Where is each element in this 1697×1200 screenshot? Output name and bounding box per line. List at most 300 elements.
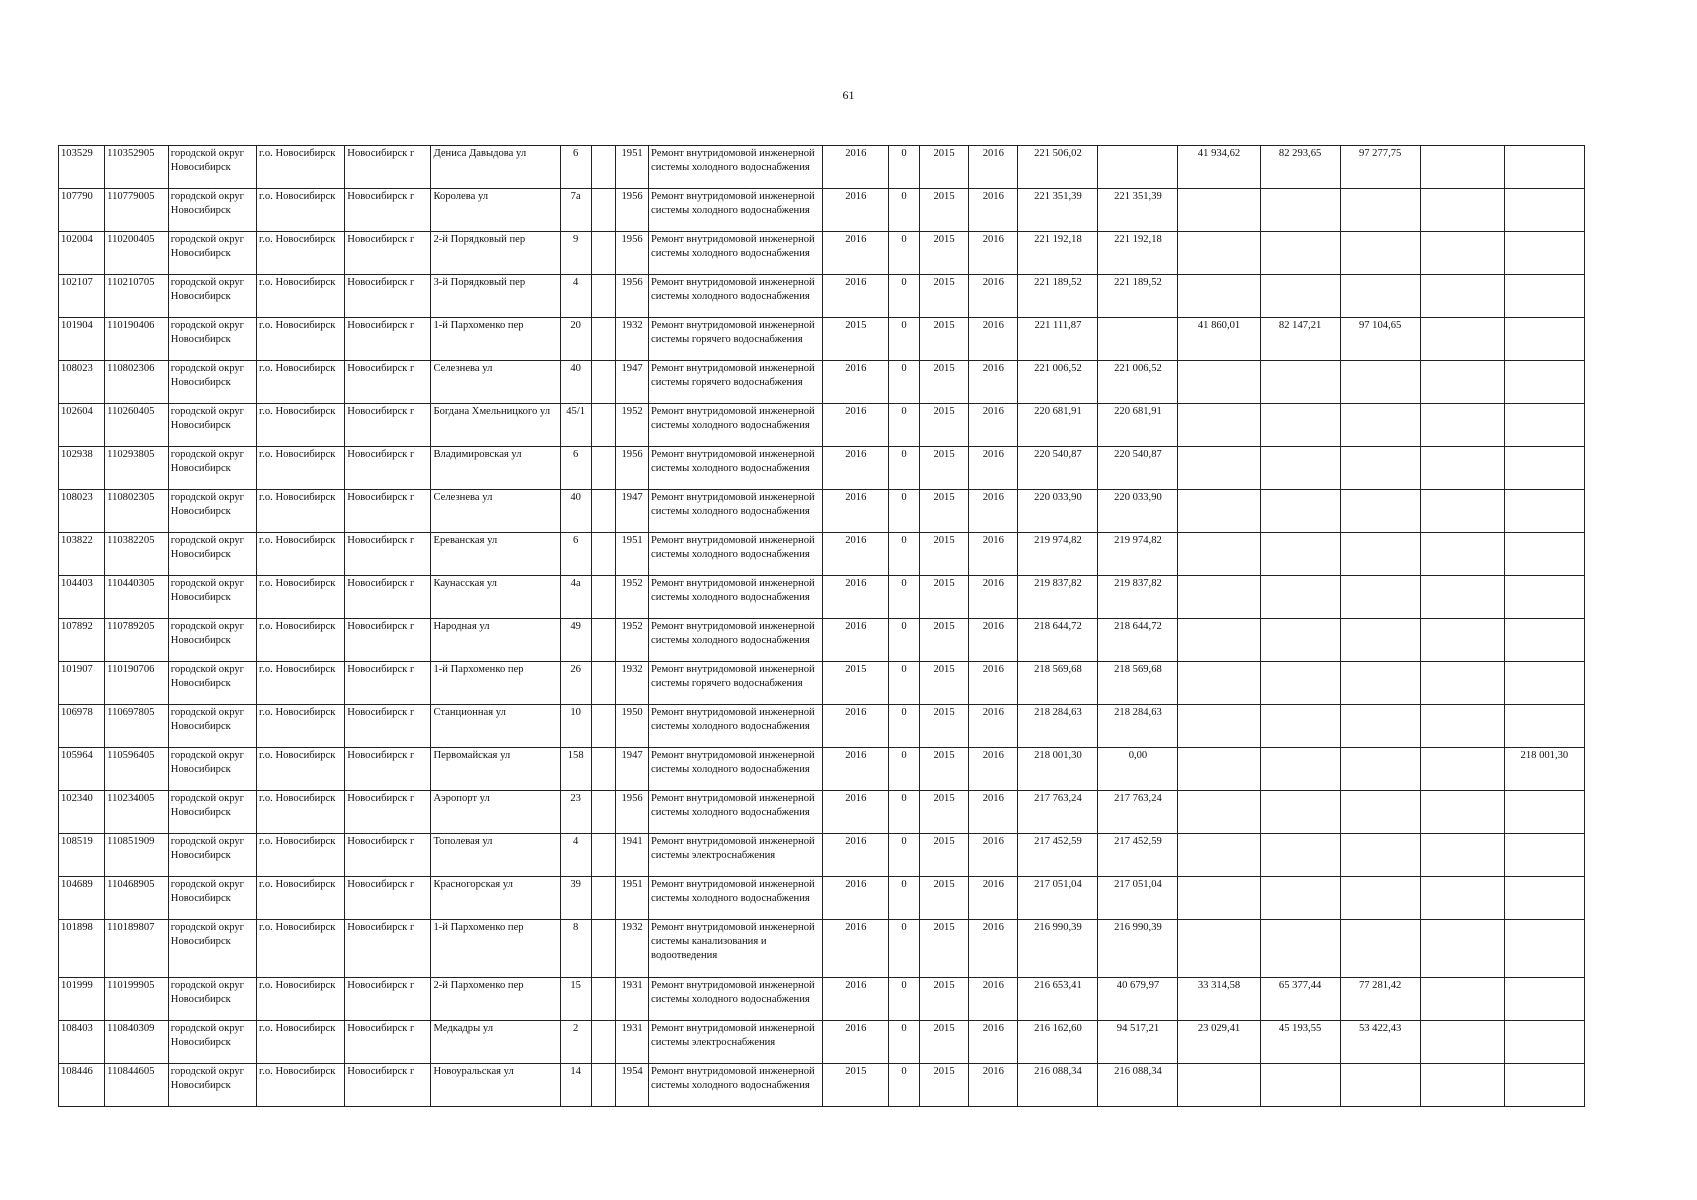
cell-fund-amount: 220 540,87 [1098, 447, 1178, 490]
cell-municipal-district: городской округ Новосибирск [168, 705, 256, 748]
cell-period-end: 2016 [969, 1064, 1018, 1107]
table-row [59, 361, 1585, 404]
cell-period-end: 2016 [969, 748, 1018, 791]
cell-municipal-district: городской округ Новосибирск [168, 748, 256, 791]
cell-budget-amount-4 [1420, 576, 1504, 619]
cell-budget-amount-3 [1340, 791, 1420, 834]
cell-house-number: 14 [560, 1064, 591, 1107]
cell-municipality: г.о. Новосибирск [257, 619, 345, 662]
cell-record-code: 110190406 [105, 318, 169, 361]
table-row [59, 490, 1585, 533]
cell-municipal-district: городской округ Новосибирск [168, 662, 256, 705]
cell-settlement: Новосибирск г [345, 662, 431, 705]
cell-budget-amount-3 [1340, 404, 1420, 447]
cell-owners-amount [1504, 834, 1584, 877]
cell-work-type: Ремонт внутридомовой инженерной системы холодного водоснабжения [649, 705, 823, 748]
cell-building [591, 533, 616, 576]
cell-object-id: 103822 [59, 533, 105, 576]
cell-period-end: 2016 [969, 576, 1018, 619]
cell-period-end: 2016 [969, 791, 1018, 834]
cell-building [591, 978, 616, 1021]
cell-total-cost: 220 033,90 [1018, 490, 1098, 533]
cell-work-type: Ремонт внутридомовой инженерной системы холодного водоснабжения [649, 146, 823, 189]
cell-record-code: 110260405 [105, 404, 169, 447]
cell-total-cost: 217 051,04 [1018, 877, 1098, 920]
cell-object-id: 102604 [59, 404, 105, 447]
cell-budget-amount-1 [1178, 361, 1260, 404]
cell-value-zero: 0 [889, 877, 920, 920]
cell-value-zero: 0 [889, 662, 920, 705]
cell-period-end: 2016 [969, 361, 1018, 404]
cell-period-end: 2016 [969, 232, 1018, 275]
cell-street: Владимировская ул [431, 447, 560, 490]
cell-total-cost: 219 974,82 [1018, 533, 1098, 576]
cell-budget-amount-3 [1340, 619, 1420, 662]
cell-municipality: г.о. Новосибирск [257, 1021, 345, 1064]
cell-building [591, 146, 616, 189]
cell-owners-amount [1504, 705, 1584, 748]
cell-municipal-district: городской округ Новосибирск [168, 576, 256, 619]
cell-street: Первомайская ул [431, 748, 560, 791]
cell-budget-amount-1 [1178, 533, 1260, 576]
cell-settlement: Новосибирск г [345, 748, 431, 791]
cell-year-built: 1956 [616, 791, 649, 834]
cell-building [591, 877, 616, 920]
cell-fund-amount: 40 679,97 [1098, 978, 1178, 1021]
cell-plan-year: 2016 [823, 490, 889, 533]
cell-owners-amount [1504, 318, 1584, 361]
cell-plan-year: 2016 [823, 791, 889, 834]
cell-period-end: 2016 [969, 705, 1018, 748]
cell-street: 1-й Пархоменко пер [431, 318, 560, 361]
cell-building [591, 490, 616, 533]
cell-settlement: Новосибирск г [345, 1064, 431, 1107]
cell-owners-amount: 218 001,30 [1504, 748, 1584, 791]
cell-period-start: 2015 [919, 447, 968, 490]
cell-budget-amount-2 [1260, 490, 1340, 533]
cell-owners-amount [1504, 490, 1584, 533]
cell-budget-amount-4 [1420, 834, 1504, 877]
cell-fund-amount: 221 192,18 [1098, 232, 1178, 275]
cell-year-built: 1932 [616, 662, 649, 705]
table-row [59, 576, 1585, 619]
cell-object-id: 106978 [59, 705, 105, 748]
cell-building [591, 705, 616, 748]
cell-street: 1-й Пархоменко пер [431, 920, 560, 978]
cell-year-built: 1952 [616, 619, 649, 662]
cell-budget-amount-4 [1420, 146, 1504, 189]
cell-object-id: 104403 [59, 576, 105, 619]
cell-value-zero: 0 [889, 404, 920, 447]
cell-plan-year: 2015 [823, 318, 889, 361]
cell-municipal-district: городской округ Новосибирск [168, 490, 256, 533]
cell-house-number: 6 [560, 447, 591, 490]
cell-budget-amount-1 [1178, 748, 1260, 791]
cell-year-built: 1952 [616, 576, 649, 619]
table-row [59, 275, 1585, 318]
cell-record-code: 110802305 [105, 490, 169, 533]
cell-budget-amount-1 [1178, 877, 1260, 920]
cell-municipal-district: городской округ Новосибирск [168, 1064, 256, 1107]
cell-record-code: 110697805 [105, 705, 169, 748]
cell-building [591, 662, 616, 705]
cell-street: Ереванская ул [431, 533, 560, 576]
cell-budget-amount-4 [1420, 189, 1504, 232]
cell-budget-amount-3 [1340, 877, 1420, 920]
cell-object-id: 101999 [59, 978, 105, 1021]
cell-fund-amount: 217 452,59 [1098, 834, 1178, 877]
cell-building [591, 748, 616, 791]
cell-municipal-district: городской округ Новосибирск [168, 1021, 256, 1064]
cell-municipality: г.о. Новосибирск [257, 146, 345, 189]
cell-work-type: Ремонт внутридомовой инженерной системы холодного водоснабжения [649, 275, 823, 318]
cell-period-start: 2015 [919, 318, 968, 361]
cell-building [591, 275, 616, 318]
cell-period-start: 2015 [919, 275, 968, 318]
cell-settlement: Новосибирск г [345, 877, 431, 920]
cell-value-zero: 0 [889, 232, 920, 275]
cell-year-built: 1952 [616, 404, 649, 447]
cell-work-type: Ремонт внутридомовой инженерной системы горячего водоснабжения [649, 361, 823, 404]
cell-period-start: 2015 [919, 619, 968, 662]
cell-budget-amount-3 [1340, 834, 1420, 877]
cell-budget-amount-2 [1260, 361, 1340, 404]
cell-owners-amount [1504, 920, 1584, 978]
cell-owners-amount [1504, 1064, 1584, 1107]
cell-municipality: г.о. Новосибирск [257, 490, 345, 533]
cell-municipal-district: городской округ Новосибирск [168, 275, 256, 318]
cell-fund-amount: 220 681,91 [1098, 404, 1178, 447]
cell-budget-amount-2 [1260, 1064, 1340, 1107]
cell-house-number: 7а [560, 189, 591, 232]
cell-record-code: 110234005 [105, 791, 169, 834]
cell-budget-amount-4 [1420, 318, 1504, 361]
cell-municipal-district: городской округ Новосибирск [168, 834, 256, 877]
cell-plan-year: 2016 [823, 447, 889, 490]
cell-house-number: 23 [560, 791, 591, 834]
cell-building [591, 447, 616, 490]
cell-budget-amount-1: 41 860,01 [1178, 318, 1260, 361]
cell-work-type: Ремонт внутридомовой инженерной системы холодного водоснабжения [649, 877, 823, 920]
cell-street: 3-й Порядковый пер [431, 275, 560, 318]
cell-house-number: 158 [560, 748, 591, 791]
cell-total-cost: 221 192,18 [1018, 232, 1098, 275]
cell-period-end: 2016 [969, 834, 1018, 877]
cell-budget-amount-3: 53 422,43 [1340, 1021, 1420, 1064]
cell-municipality: г.о. Новосибирск [257, 877, 345, 920]
cell-street: 1-й Пархоменко пер [431, 662, 560, 705]
cell-budget-amount-4 [1420, 1064, 1504, 1107]
cell-year-built: 1941 [616, 834, 649, 877]
cell-municipal-district: городской округ Новосибирск [168, 447, 256, 490]
table-row [59, 619, 1585, 662]
cell-period-end: 2016 [969, 447, 1018, 490]
cell-value-zero: 0 [889, 1064, 920, 1107]
cell-plan-year: 2016 [823, 404, 889, 447]
cell-budget-amount-2 [1260, 834, 1340, 877]
cell-street: Селезнева ул [431, 490, 560, 533]
cell-object-id: 102340 [59, 791, 105, 834]
cell-year-built: 1951 [616, 146, 649, 189]
cell-plan-year: 2016 [823, 576, 889, 619]
cell-house-number: 2 [560, 1021, 591, 1064]
cell-house-number: 4 [560, 834, 591, 877]
cell-owners-amount [1504, 1021, 1584, 1064]
cell-street: Королева ул [431, 189, 560, 232]
cell-work-type: Ремонт внутридомовой инженерной системы холодного водоснабжения [649, 1064, 823, 1107]
cell-record-code: 110779005 [105, 189, 169, 232]
cell-value-zero: 0 [889, 318, 920, 361]
cell-total-cost: 221 111,87 [1018, 318, 1098, 361]
cell-value-zero: 0 [889, 275, 920, 318]
cell-plan-year: 2016 [823, 146, 889, 189]
cell-period-end: 2016 [969, 662, 1018, 705]
cell-period-start: 2015 [919, 834, 968, 877]
cell-plan-year: 2016 [823, 748, 889, 791]
cell-fund-amount: 221 189,52 [1098, 275, 1178, 318]
cell-value-zero: 0 [889, 748, 920, 791]
cell-fund-amount: 0,00 [1098, 748, 1178, 791]
cell-building [591, 318, 616, 361]
cell-period-end: 2016 [969, 877, 1018, 920]
cell-budget-amount-4 [1420, 662, 1504, 705]
cell-plan-year: 2015 [823, 662, 889, 705]
cell-work-type: Ремонт внутридомовой инженерной системы холодного водоснабжения [649, 232, 823, 275]
cell-house-number: 8 [560, 920, 591, 978]
cell-house-number: 6 [560, 533, 591, 576]
cell-house-number: 45/1 [560, 404, 591, 447]
cell-budget-amount-4 [1420, 748, 1504, 791]
cell-period-start: 2015 [919, 877, 968, 920]
cell-municipal-district: городской округ Новосибирск [168, 404, 256, 447]
table-row [59, 662, 1585, 705]
cell-budget-amount-4 [1420, 447, 1504, 490]
cell-budget-amount-1 [1178, 447, 1260, 490]
cell-municipal-district: городской округ Новосибирск [168, 978, 256, 1021]
cell-budget-amount-4 [1420, 404, 1504, 447]
cell-budget-amount-3 [1340, 361, 1420, 404]
cell-house-number: 49 [560, 619, 591, 662]
cell-budget-amount-1 [1178, 705, 1260, 748]
cell-value-zero: 0 [889, 705, 920, 748]
cell-fund-amount: 219 837,82 [1098, 576, 1178, 619]
cell-owners-amount [1504, 978, 1584, 1021]
cell-record-code: 110210705 [105, 275, 169, 318]
cell-year-built: 1956 [616, 275, 649, 318]
cell-budget-amount-1 [1178, 619, 1260, 662]
cell-record-code: 110293805 [105, 447, 169, 490]
cell-fund-amount: 221 351,39 [1098, 189, 1178, 232]
cell-owners-amount [1504, 232, 1584, 275]
cell-total-cost: 216 990,39 [1018, 920, 1098, 978]
cell-record-code: 110382205 [105, 533, 169, 576]
cell-period-end: 2016 [969, 189, 1018, 232]
cell-budget-amount-4 [1420, 361, 1504, 404]
cell-plan-year: 2015 [823, 1064, 889, 1107]
cell-house-number: 40 [560, 361, 591, 404]
cell-fund-amount: 220 033,90 [1098, 490, 1178, 533]
cell-municipal-district: городской округ Новосибирск [168, 146, 256, 189]
cell-value-zero: 0 [889, 146, 920, 189]
cell-house-number: 9 [560, 232, 591, 275]
cell-year-built: 1931 [616, 1021, 649, 1064]
cell-work-type: Ремонт внутридомовой инженерной системы холодного водоснабжения [649, 189, 823, 232]
cell-settlement: Новосибирск г [345, 318, 431, 361]
cell-year-built: 1950 [616, 705, 649, 748]
table-row [59, 318, 1585, 361]
cell-total-cost: 220 540,87 [1018, 447, 1098, 490]
cell-work-type: Ремонт внутридомовой инженерной системы холодного водоснабжения [649, 490, 823, 533]
cell-municipality: г.о. Новосибирск [257, 404, 345, 447]
cell-period-start: 2015 [919, 1064, 968, 1107]
cell-value-zero: 0 [889, 834, 920, 877]
cell-municipality: г.о. Новосибирск [257, 576, 345, 619]
table-row [59, 404, 1585, 447]
cell-total-cost: 219 837,82 [1018, 576, 1098, 619]
cell-value-zero: 0 [889, 619, 920, 662]
cell-record-code: 110840309 [105, 1021, 169, 1064]
cell-work-type: Ремонт внутридомовой инженерной системы холодного водоснабжения [649, 576, 823, 619]
cell-budget-amount-4 [1420, 877, 1504, 920]
cell-settlement: Новосибирск г [345, 1021, 431, 1064]
cell-object-id: 102938 [59, 447, 105, 490]
cell-record-code: 110596405 [105, 748, 169, 791]
cell-budget-amount-1 [1178, 576, 1260, 619]
cell-value-zero: 0 [889, 189, 920, 232]
cell-owners-amount [1504, 576, 1584, 619]
cell-year-built: 1956 [616, 447, 649, 490]
cell-budget-amount-2 [1260, 705, 1340, 748]
cell-work-type: Ремонт внутридомовой инженерной системы электроснабжения [649, 834, 823, 877]
cell-value-zero: 0 [889, 533, 920, 576]
cell-municipality: г.о. Новосибирск [257, 748, 345, 791]
cell-period-start: 2015 [919, 978, 968, 1021]
cell-municipal-district: городской округ Новосибирск [168, 318, 256, 361]
cell-value-zero: 0 [889, 447, 920, 490]
cell-record-code: 110802306 [105, 361, 169, 404]
cell-settlement: Новосибирск г [345, 978, 431, 1021]
cell-street: Станционная ул [431, 705, 560, 748]
cell-budget-amount-4 [1420, 275, 1504, 318]
cell-budget-amount-3 [1340, 748, 1420, 791]
cell-record-code: 110789205 [105, 619, 169, 662]
cell-total-cost: 216 162,60 [1018, 1021, 1098, 1064]
cell-budget-amount-2: 65 377,44 [1260, 978, 1340, 1021]
cell-settlement: Новосибирск г [345, 404, 431, 447]
cell-owners-amount [1504, 662, 1584, 705]
table-row [59, 834, 1585, 877]
cell-plan-year: 2016 [823, 232, 889, 275]
cell-budget-amount-1 [1178, 490, 1260, 533]
cell-municipal-district: городской округ Новосибирск [168, 533, 256, 576]
cell-budget-amount-1 [1178, 662, 1260, 705]
cell-budget-amount-2 [1260, 920, 1340, 978]
cell-budget-amount-4 [1420, 920, 1504, 978]
cell-record-code: 110189807 [105, 920, 169, 978]
cell-year-built: 1956 [616, 232, 649, 275]
cell-municipality: г.о. Новосибирск [257, 189, 345, 232]
cell-budget-amount-2 [1260, 404, 1340, 447]
cell-budget-amount-2 [1260, 877, 1340, 920]
cell-period-end: 2016 [969, 146, 1018, 189]
cell-building [591, 791, 616, 834]
cell-record-code: 110199905 [105, 978, 169, 1021]
cell-municipality: г.о. Новосибирск [257, 705, 345, 748]
cell-street: Новоуральская ул [431, 1064, 560, 1107]
cell-municipality: г.о. Новосибирск [257, 232, 345, 275]
cell-settlement: Новосибирск г [345, 146, 431, 189]
cell-budget-amount-1 [1178, 834, 1260, 877]
cell-total-cost: 216 653,41 [1018, 978, 1098, 1021]
cell-total-cost: 218 644,72 [1018, 619, 1098, 662]
cell-budget-amount-2 [1260, 748, 1340, 791]
cell-budget-amount-3 [1340, 447, 1420, 490]
cell-budget-amount-2 [1260, 619, 1340, 662]
cell-period-start: 2015 [919, 662, 968, 705]
cell-work-type: Ремонт внутридомовой инженерной системы канализования и водоотведения [649, 920, 823, 978]
cell-house-number: 4 [560, 275, 591, 318]
cell-fund-amount: 218 569,68 [1098, 662, 1178, 705]
cell-fund-amount: 217 763,24 [1098, 791, 1178, 834]
cell-period-start: 2015 [919, 490, 968, 533]
cell-plan-year: 2016 [823, 834, 889, 877]
cell-total-cost: 216 088,34 [1018, 1064, 1098, 1107]
cell-house-number: 40 [560, 490, 591, 533]
cell-budget-amount-1 [1178, 791, 1260, 834]
cell-total-cost: 221 351,39 [1018, 189, 1098, 232]
cell-budget-amount-3 [1340, 662, 1420, 705]
cell-period-start: 2015 [919, 146, 968, 189]
cell-budget-amount-4 [1420, 232, 1504, 275]
cell-municipal-district: городской округ Новосибирск [168, 189, 256, 232]
cell-total-cost: 221 506,02 [1018, 146, 1098, 189]
cell-building [591, 1064, 616, 1107]
cell-plan-year: 2016 [823, 189, 889, 232]
cell-object-id: 107892 [59, 619, 105, 662]
cell-work-type: Ремонт внутридомовой инженерной системы холодного водоснабжения [649, 619, 823, 662]
cell-plan-year: 2016 [823, 920, 889, 978]
cell-owners-amount [1504, 791, 1584, 834]
cell-value-zero: 0 [889, 791, 920, 834]
cell-municipality: г.о. Новосибирск [257, 318, 345, 361]
cell-budget-amount-2 [1260, 447, 1340, 490]
cell-period-end: 2016 [969, 404, 1018, 447]
cell-municipal-district: городской округ Новосибирск [168, 791, 256, 834]
cell-work-type: Ремонт внутридомовой инженерной системы холодного водоснабжения [649, 748, 823, 791]
cell-budget-amount-1: 23 029,41 [1178, 1021, 1260, 1064]
cell-municipal-district: городской округ Новосибирск [168, 920, 256, 978]
cell-house-number: 10 [560, 705, 591, 748]
cell-period-start: 2015 [919, 404, 968, 447]
cell-budget-amount-4 [1420, 619, 1504, 662]
cell-plan-year: 2016 [823, 705, 889, 748]
cell-budget-amount-2 [1260, 275, 1340, 318]
cell-plan-year: 2016 [823, 619, 889, 662]
cell-house-number: 6 [560, 146, 591, 189]
table-row [59, 920, 1585, 978]
cell-municipal-district: городской округ Новосибирск [168, 361, 256, 404]
cell-owners-amount [1504, 619, 1584, 662]
cell-building [591, 361, 616, 404]
cell-record-code: 110200405 [105, 232, 169, 275]
cell-value-zero: 0 [889, 490, 920, 533]
cell-object-id: 108023 [59, 361, 105, 404]
cell-street: Каунасская ул [431, 576, 560, 619]
cell-municipality: г.о. Новосибирск [257, 978, 345, 1021]
cell-street: Дениса Давыдова ул [431, 146, 560, 189]
table-row [59, 189, 1585, 232]
cell-period-start: 2015 [919, 189, 968, 232]
